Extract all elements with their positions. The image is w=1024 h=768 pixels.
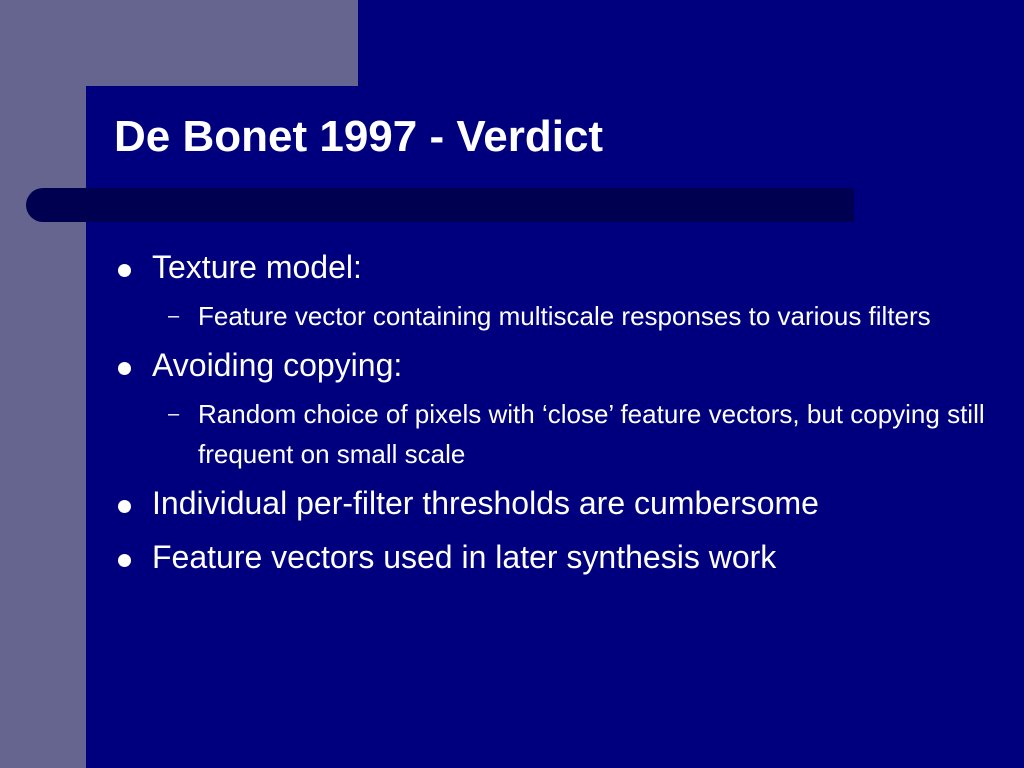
bullet-dot-icon <box>118 554 131 567</box>
bullet-text: Feature vectors used in later synthesis work <box>152 539 777 575</box>
bullet-text: Texture model: <box>152 249 362 285</box>
sub-bullet-text: Feature vector containing multiscale responses to various filters <box>198 301 931 331</box>
sub-bullet-item <box>168 394 988 474</box>
title-divider-bar <box>26 188 854 222</box>
bullet-text: Avoiding copying: <box>152 347 403 383</box>
left-decor-band <box>0 0 86 768</box>
sub-bullet-text: Random choice of pixels with ‘close’ feature vectors, but copying still frequent on small scale <box>198 399 985 469</box>
bullet-dot-icon <box>118 500 131 513</box>
bullet-dot-icon <box>118 362 131 375</box>
dash-icon: – <box>168 305 180 327</box>
bullet-item <box>114 484 1004 522</box>
dash-icon: – <box>168 403 180 425</box>
bullet-item <box>114 248 1004 286</box>
slide-content <box>114 248 1004 592</box>
bullet-item <box>114 346 1004 384</box>
bullet-text: Individual per-filter thresholds are cumbersome <box>152 485 819 521</box>
top-decor-band <box>0 0 358 86</box>
sub-bullet-item <box>168 296 988 336</box>
bullet-dot-icon <box>118 264 131 277</box>
slide-title: De Bonet 1997 - Verdict <box>114 112 604 161</box>
bullet-item <box>114 538 1004 576</box>
